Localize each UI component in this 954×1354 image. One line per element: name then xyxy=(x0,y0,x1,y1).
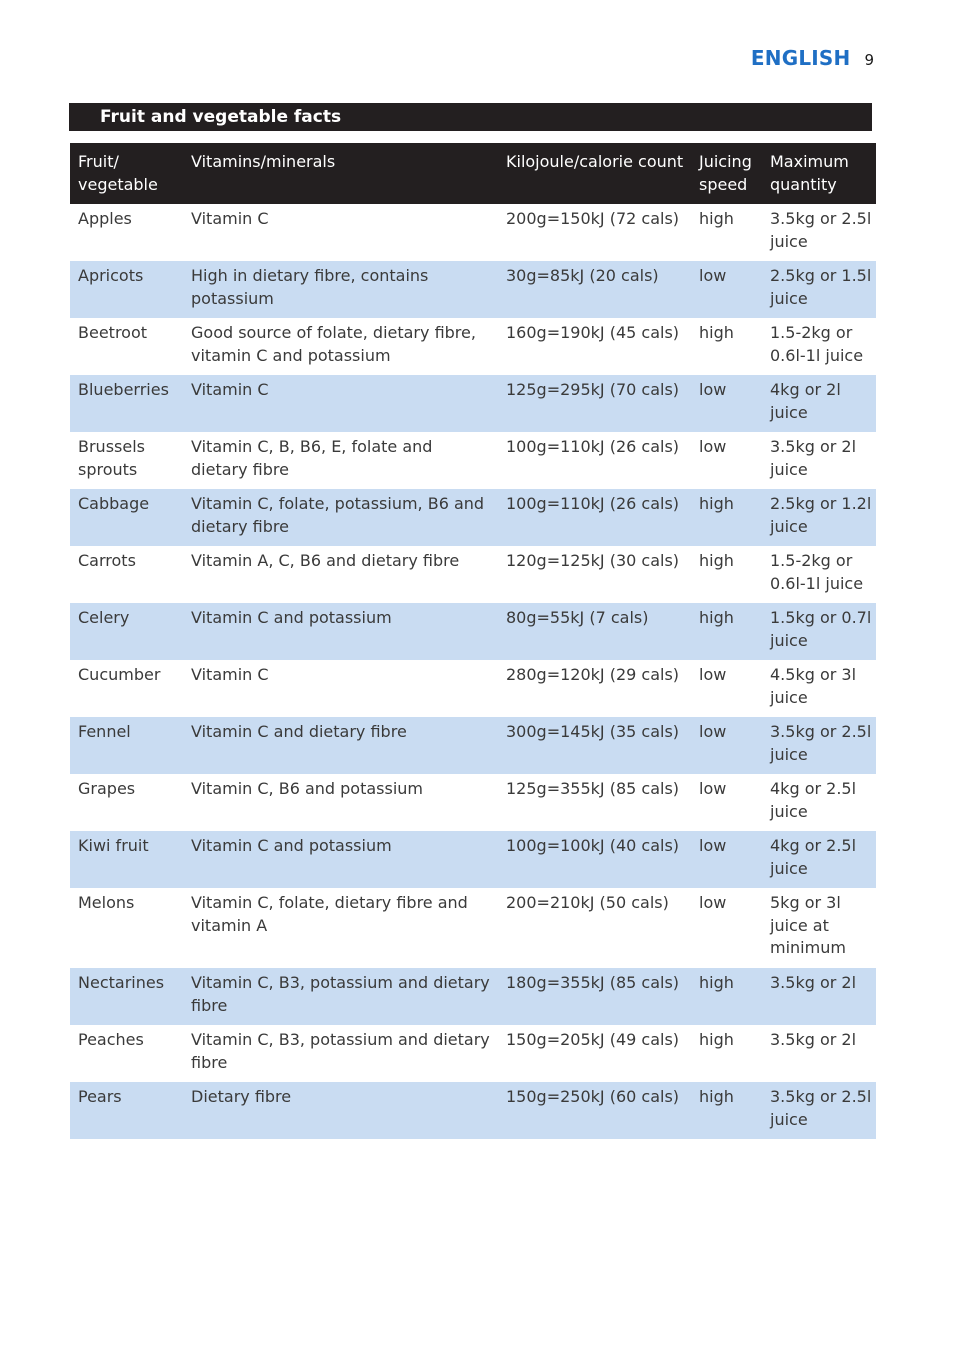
cell-vitamins: Vitamin C and potassium xyxy=(183,603,498,660)
cell-fruit: Kiwi fruit xyxy=(70,831,183,888)
table-row xyxy=(70,489,876,546)
language-label: ENGLISH xyxy=(750,46,851,70)
cell-energy: 100g=100kJ (40 cals) xyxy=(498,831,691,888)
table-row xyxy=(70,204,876,261)
table-row xyxy=(70,660,876,717)
cell-vitamins: Vitamin A, C, B6 and dietary fibre xyxy=(183,546,498,603)
cell-fruit: Nectarines xyxy=(70,968,183,1025)
cell-speed: high xyxy=(691,489,762,546)
cell-speed: low xyxy=(691,660,762,717)
cell-vitamins: Vitamin C and potassium xyxy=(183,831,498,888)
column-header-fruit-vegetable: Fruit/ vegetable xyxy=(70,143,183,204)
page-header xyxy=(751,46,874,70)
section-title-bar xyxy=(69,103,872,131)
table-body xyxy=(70,204,876,1139)
cell-energy: 80g=55kJ (7 cals) xyxy=(498,603,691,660)
table-row xyxy=(70,1082,876,1139)
table-row xyxy=(70,603,876,660)
cell-speed: low xyxy=(691,717,762,774)
cell-fruit: Blueberries xyxy=(70,375,183,432)
table-row xyxy=(70,888,876,968)
table-header xyxy=(70,143,876,204)
table-row xyxy=(70,432,876,489)
cell-quantity: 3.5kg or 2l xyxy=(762,968,876,1025)
cell-quantity: 2.5kg or 1.5l juice xyxy=(762,261,876,318)
cell-fruit: Cucumber xyxy=(70,660,183,717)
cell-fruit: Cabbage xyxy=(70,489,183,546)
cell-fruit: Apricots xyxy=(70,261,183,318)
cell-vitamins: Vitamin C xyxy=(183,375,498,432)
column-header-vitamins-minerals: Vitamins/minerals xyxy=(183,143,498,204)
cell-quantity: 4kg or 2.5l juice xyxy=(762,774,876,831)
cell-fruit: Carrots xyxy=(70,546,183,603)
cell-energy: 150g=205kJ (49 cals) xyxy=(498,1025,691,1082)
cell-fruit: Apples xyxy=(70,204,183,261)
cell-energy: 125g=355kJ (85 cals) xyxy=(498,774,691,831)
cell-quantity: 5kg or 3l juice at minimum xyxy=(762,888,876,968)
fruit-vegetable-table xyxy=(70,143,876,1139)
page-number: 9 xyxy=(864,51,874,69)
table-row xyxy=(70,717,876,774)
cell-energy: 180g=355kJ (85 cals) xyxy=(498,968,691,1025)
cell-fruit: Beetroot xyxy=(70,318,183,375)
cell-quantity: 3.5kg or 2.5l juice xyxy=(762,204,876,261)
cell-fruit: Melons xyxy=(70,888,183,968)
cell-vitamins: Vitamin C, B3, potassium and dietary fibre xyxy=(183,968,498,1025)
cell-fruit: Peaches xyxy=(70,1025,183,1082)
header-row xyxy=(70,143,876,204)
cell-energy: 160g=190kJ (45 cals) xyxy=(498,318,691,375)
cell-quantity: 3.5kg or 2.5l juice xyxy=(762,717,876,774)
column-header-kilojoule-calorie: Kilojoule/calorie count xyxy=(498,143,691,204)
cell-quantity: 4.5kg or 3l juice xyxy=(762,660,876,717)
cell-quantity: 1.5kg or 0.7l juice xyxy=(762,603,876,660)
cell-quantity: 4kg or 2.5l juice xyxy=(762,831,876,888)
cell-speed: high xyxy=(691,318,762,375)
cell-speed: low xyxy=(691,774,762,831)
table-row xyxy=(70,774,876,831)
cell-vitamins: Dietary fibre xyxy=(183,1082,498,1139)
cell-vitamins: Vitamin C, B6 and potassium xyxy=(183,774,498,831)
table-row xyxy=(70,1025,876,1082)
cell-vitamins: Vitamin C xyxy=(183,660,498,717)
cell-energy: 120g=125kJ (30 cals) xyxy=(498,546,691,603)
cell-fruit: Celery xyxy=(70,603,183,660)
cell-speed: low xyxy=(691,432,762,489)
cell-speed: high xyxy=(691,204,762,261)
cell-speed: low xyxy=(691,888,762,968)
cell-energy: 100g=110kJ (26 cals) xyxy=(498,432,691,489)
table-row xyxy=(70,318,876,375)
table-row xyxy=(70,968,876,1025)
cell-vitamins: Vitamin C, B3, potassium and dietary fibre xyxy=(183,1025,498,1082)
cell-vitamins: Vitamin C xyxy=(183,204,498,261)
cell-energy: 200g=150kJ (72 cals) xyxy=(498,204,691,261)
cell-fruit: Grapes xyxy=(70,774,183,831)
cell-vitamins: Good source of folate, dietary fibre, vitamin C and potassium xyxy=(183,318,498,375)
cell-fruit: Brussels sprouts xyxy=(70,432,183,489)
cell-vitamins: Vitamin C, folate, dietary fibre and vitamin A xyxy=(183,888,498,968)
section-title: Fruit and vegetable facts xyxy=(100,107,342,127)
cell-energy: 125g=295kJ (70 cals) xyxy=(498,375,691,432)
cell-speed: low xyxy=(691,375,762,432)
cell-energy: 150g=250kJ (60 cals) xyxy=(498,1082,691,1139)
cell-vitamins: Vitamin C and dietary fibre xyxy=(183,717,498,774)
cell-speed: high xyxy=(691,968,762,1025)
table-row xyxy=(70,546,876,603)
cell-energy: 280g=120kJ (29 cals) xyxy=(498,660,691,717)
cell-vitamins: Vitamin C, folate, potassium, B6 and dietary fibre xyxy=(183,489,498,546)
cell-quantity: 2.5kg or 1.2l juice xyxy=(762,489,876,546)
cell-quantity: 1.5-2kg or 0.6l-1l juice xyxy=(762,546,876,603)
cell-quantity: 1.5-2kg or 0.6l-1l juice xyxy=(762,318,876,375)
cell-fruit: Fennel xyxy=(70,717,183,774)
cell-vitamins: High in dietary fibre, contains potassium xyxy=(183,261,498,318)
cell-vitamins: Vitamin C, B, B6, E, folate and dietary fibre xyxy=(183,432,498,489)
cell-quantity: 3.5kg or 2l juice xyxy=(762,432,876,489)
cell-speed: low xyxy=(691,831,762,888)
table-row xyxy=(70,375,876,432)
cell-speed: high xyxy=(691,1082,762,1139)
cell-energy: 300g=145kJ (35 cals) xyxy=(498,717,691,774)
cell-speed: low xyxy=(691,261,762,318)
cell-quantity: 4kg or 2l juice xyxy=(762,375,876,432)
cell-energy: 200=210kJ (50 cals) xyxy=(498,888,691,968)
cell-speed: high xyxy=(691,1025,762,1082)
column-header-juicing-speed: Juicing speed xyxy=(691,143,762,204)
cell-speed: high xyxy=(691,603,762,660)
cell-energy: 100g=110kJ (26 cals) xyxy=(498,489,691,546)
cell-fruit: Pears xyxy=(70,1082,183,1139)
table-row xyxy=(70,831,876,888)
cell-quantity: 3.5kg or 2.5l juice xyxy=(762,1082,876,1139)
cell-quantity: 3.5kg or 2l xyxy=(762,1025,876,1082)
cell-energy: 30g=85kJ (20 cals) xyxy=(498,261,691,318)
table-row xyxy=(70,261,876,318)
cell-speed: high xyxy=(691,546,762,603)
column-header-maximum-quantity: Maximum quantity xyxy=(762,143,876,204)
